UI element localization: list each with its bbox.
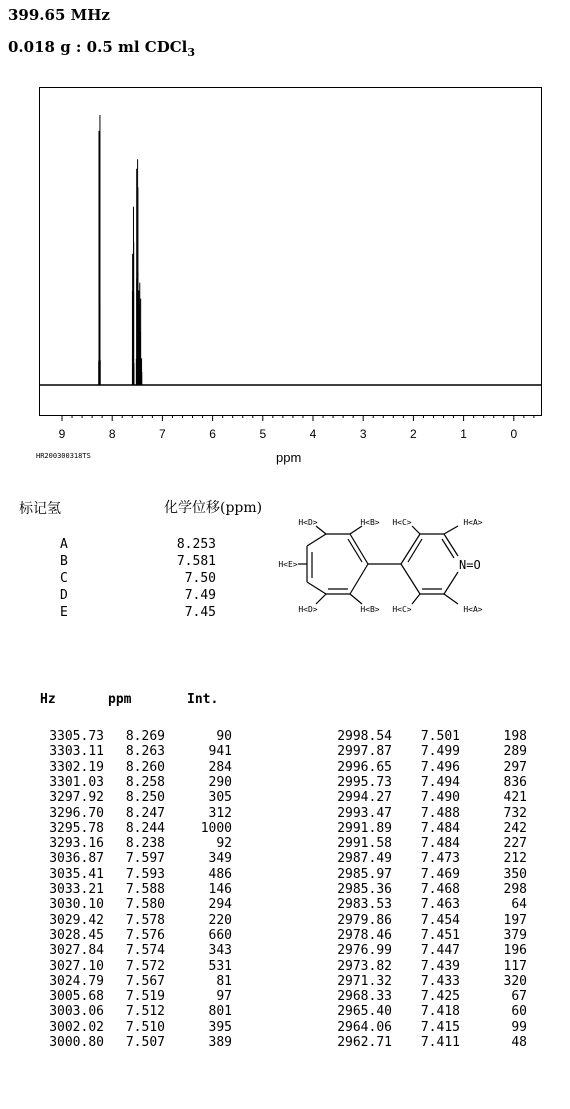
x-tick-label: 5: [259, 427, 267, 441]
peak-cell-int: 389: [208, 1035, 232, 1050]
peak-cell-hz: 2983.53: [337, 897, 392, 913]
peak-cell-ppm: 7.499: [420, 744, 460, 760]
peak-cell-ppm: 7.488: [420, 805, 460, 821]
peak-cell-ppm: 7.588: [125, 882, 165, 897]
x-tick-label: 6: [209, 427, 216, 441]
frequency-label: 399.65 MHz: [8, 6, 110, 24]
x-tick-label: 4: [309, 427, 317, 441]
peak-cell-int: 801: [208, 1004, 232, 1020]
peak-cell-int: 64: [511, 897, 527, 913]
molecule-bonds: [298, 526, 458, 604]
peak-cell-hz: 3027.10: [49, 958, 104, 974]
assignment-shift: 7.49: [184, 588, 216, 603]
peak-cell-int: 212: [503, 851, 527, 867]
peak-cell-ppm: 8.260: [125, 759, 165, 775]
h-e-label: H<E>: [278, 560, 298, 569]
peak-cell-int: 343: [208, 943, 232, 959]
peak-cell-hz: 3033.21: [49, 882, 104, 897]
x-tick-label: 1: [460, 427, 467, 441]
assignment-shift: 7.45: [184, 605, 216, 620]
n-oxide-label: N=O: [459, 558, 481, 572]
peak-cell-ppm: 8.250: [125, 790, 165, 806]
spectrum-file-id: HR200300318TS: [36, 452, 91, 460]
peak-cell-int: 146: [208, 882, 232, 897]
peak-cell-hz: 3029.42: [49, 912, 104, 928]
assignment-label: A: [60, 537, 68, 552]
peak-cell-ppm: 7.473: [420, 851, 460, 867]
peak-cell-int: 1000: [200, 820, 232, 836]
peak-cell-hz: 3027.84: [49, 943, 104, 959]
assignment-shift: 7.581: [176, 554, 216, 569]
x-tick-label: 3: [359, 427, 367, 441]
peak-cell-hz: 2962.71: [337, 1035, 392, 1050]
peak-cell-ppm: 7.484: [420, 836, 460, 852]
peak-cell-ppm: 7.484: [420, 820, 460, 836]
assignment-shift: 8.253: [176, 537, 216, 552]
peak-cell-ppm: 7.597: [125, 851, 165, 867]
peak-cell-int: 294: [208, 897, 232, 913]
peak-cell-ppm: 7.451: [420, 927, 460, 943]
peak-cell-hz: 3297.92: [49, 790, 104, 806]
assignment-label: E: [60, 605, 68, 620]
peak-cell-hz: 2997.87: [337, 744, 392, 760]
peak-cell-int: 836: [503, 774, 527, 790]
peak-cell-hz: 2976.99: [337, 943, 392, 959]
peak-cell-ppm: 7.463: [420, 897, 460, 913]
peak-cell-hz: 3296.70: [49, 805, 104, 821]
assignment-shift: 7.50: [184, 571, 216, 586]
assignment-label: D: [60, 588, 68, 603]
peak-cell-int: 298: [503, 882, 527, 897]
peak-cell-int: 198: [503, 729, 527, 744]
h-d-top-label: H<D>: [298, 518, 318, 527]
peak-cell-ppm: 8.269: [125, 729, 165, 744]
peak-cell-ppm: 8.244: [125, 820, 165, 836]
peak-cell-ppm: 7.501: [420, 729, 460, 744]
peak-cell-int: 305: [208, 790, 232, 806]
peak-cell-hz: 3036.87: [49, 851, 104, 867]
peak-cell-hz: 3035.41: [49, 866, 104, 882]
nmr-spectrum-chart: [0, 80, 570, 450]
peak-cell-ppm: 7.576: [125, 927, 165, 943]
x-axis: [59, 416, 534, 441]
peak-cell-hz: 2998.54: [337, 729, 392, 744]
peak-cell-int: 196: [503, 943, 527, 959]
peak-cell-hz: 2995.73: [337, 774, 392, 790]
h-c-top-label: H<C>: [392, 518, 412, 527]
peak-cell-ppm: 8.258: [125, 774, 165, 790]
peak-cell-int: 320: [503, 973, 527, 989]
peak-cell-hz: 2991.58: [337, 836, 392, 852]
peak-cell-ppm: 7.507: [125, 1035, 165, 1050]
peak-cell-ppm: 7.572: [125, 958, 165, 974]
peak-cell-int: 81: [216, 973, 232, 989]
peak-cell-hz: 3303.11: [49, 744, 104, 760]
peak-cell-int: 90: [216, 729, 232, 744]
sample-subscript: 3: [187, 46, 196, 59]
peak-cell-int: 379: [503, 927, 527, 943]
assignment-label: C: [60, 571, 68, 586]
x-tick-label: 2: [410, 427, 417, 441]
peak-cell-ppm: 7.574: [125, 943, 165, 959]
x-tick-label: 9: [58, 427, 66, 441]
peak-cell-ppm: 8.263: [125, 744, 165, 760]
peak-cell-hz: 2979.86: [337, 912, 392, 928]
peak-cell-int: 660: [208, 927, 232, 943]
sample-label: [8, 38, 195, 59]
peak-cell-ppm: 7.580: [125, 897, 165, 913]
assignment-header-label: 标记氢: [19, 501, 61, 517]
peak-cell-int: 227: [503, 836, 527, 852]
peak-cell-int: 349: [208, 851, 232, 867]
peak-cell-ppm: 7.411: [420, 1035, 460, 1050]
peak-cell-int: 99: [511, 1019, 527, 1035]
h-d-bottom-label: H<D>: [298, 605, 318, 614]
peak-cell-ppm: 7.512: [125, 1004, 165, 1020]
peak-cell-int: 284: [208, 759, 232, 775]
peak-cell-hz: 3002.02: [49, 1019, 104, 1035]
peak-cell-hz: 3302.19: [49, 759, 104, 775]
peak-cell-ppm: 7.447: [420, 943, 460, 959]
peak-cell-hz: 2996.65: [337, 759, 392, 775]
peak-cell-hz: 2991.89: [337, 820, 392, 836]
peak-cell-hz: 3003.06: [49, 1004, 104, 1020]
h-a-bottom-label: H<A>: [463, 605, 483, 614]
sample-main: 0.018 g : 0.5 ml CDCl: [8, 38, 188, 56]
peak-cell-hz: 2994.27: [337, 790, 392, 806]
peak-cell-int: 92: [216, 836, 232, 852]
peak-cell-int: 297: [503, 759, 527, 775]
peak-cell-hz: 2985.97: [337, 866, 392, 882]
peak-table-header-int: Int.: [187, 692, 219, 707]
peak-cell-hz: 2965.40: [337, 1004, 392, 1020]
peak-cell-hz: 2987.49: [337, 851, 392, 867]
peak-cell-hz: 3305.73: [49, 729, 104, 744]
peak-cell-ppm: 8.238: [125, 836, 165, 852]
peak-cell-ppm: 7.593: [125, 866, 165, 882]
peak-cell-int: 289: [503, 744, 527, 760]
peak-cell-int: 350: [503, 866, 527, 882]
peak-cell-ppm: 7.510: [125, 1019, 165, 1035]
peak-cell-hz: 3295.78: [49, 820, 104, 836]
peak-cell-hz: 2978.46: [337, 927, 392, 943]
peak-cell-ppm: 7.490: [420, 790, 460, 806]
assignment-label: B: [60, 554, 68, 569]
h-c-bottom-label: H<C>: [392, 605, 412, 614]
peak-cell-hz: 3030.10: [49, 897, 104, 913]
assignment-header-shift: 化学位移(ppm): [164, 500, 263, 516]
peak-cell-int: 732: [503, 805, 527, 821]
peak-cell-hz: 2964.06: [337, 1019, 392, 1035]
x-axis-label: ppm: [276, 450, 302, 465]
peak-cell-ppm: 7.433: [420, 973, 460, 989]
peak-cell-hz: 2968.33: [337, 989, 392, 1005]
peak-cell-int: 48: [511, 1035, 527, 1050]
peak-cell-ppm: 7.454: [420, 912, 460, 928]
x-tick-label: 7: [159, 427, 166, 441]
peak-cell-ppm: 7.425: [420, 989, 460, 1005]
peak-cell-int: 531: [208, 958, 232, 974]
h-b-top-label: H<B>: [360, 518, 380, 527]
peak-cell-int: 60: [511, 1004, 527, 1020]
peak-cell-ppm: 7.469: [420, 866, 460, 882]
peak-cell-int: 395: [208, 1019, 232, 1035]
peak-cell-ppm: 7.494: [420, 774, 460, 790]
peak-cell-ppm: 7.519: [125, 989, 165, 1005]
peak-cell-int: 242: [503, 820, 527, 836]
peak-cell-int: 67: [511, 989, 527, 1005]
plot-frame: [40, 88, 542, 416]
x-tick-label: 8: [108, 427, 116, 441]
peak-cell-int: 941: [208, 744, 232, 760]
peak-cell-int: 312: [208, 805, 232, 821]
molecule-structure: [270, 512, 520, 642]
peak-cell-int: 197: [503, 912, 527, 928]
x-tick-label: 0: [510, 427, 518, 441]
peak-cell-hz: 2993.47: [337, 805, 392, 821]
peak-cell-ppm: 7.567: [125, 973, 165, 989]
peak-cell-hz: 3024.79: [49, 973, 104, 989]
h-a-top-label: H<A>: [463, 518, 483, 527]
peak-cell-hz: 3301.03: [49, 774, 104, 790]
peak-cell-hz: 3005.68: [49, 989, 104, 1005]
peak-cell-ppm: 7.415: [420, 1019, 460, 1035]
peak-cell-hz: 3028.45: [49, 927, 104, 943]
peak-cell-ppm: 7.468: [420, 882, 460, 897]
peak-cell-ppm: 7.578: [125, 912, 165, 928]
peak-cell-hz: 3293.16: [49, 836, 104, 852]
peak-cell-hz: 2971.32: [337, 973, 392, 989]
peak-cell-int: 421: [503, 790, 527, 806]
peak-group: [99, 115, 142, 385]
peak-table-header-ppm: ppm: [108, 692, 132, 707]
peak-cell-ppm: 7.496: [420, 759, 460, 775]
peak-cell-int: 117: [503, 958, 527, 974]
peak-cell-hz: 2973.82: [337, 958, 392, 974]
peak-cell-ppm: 7.439: [420, 958, 460, 974]
peak-cell-ppm: 7.418: [420, 1004, 460, 1020]
peak-cell-int: 220: [208, 912, 232, 928]
peak-cell-hz: 2985.36: [337, 882, 392, 897]
peak-cell-hz: 3000.80: [49, 1035, 104, 1050]
peak-cell-int: 486: [208, 866, 232, 882]
peak-cell-int: 97: [216, 989, 232, 1005]
peak-cell-ppm: 8.247: [125, 805, 165, 821]
peak-table-header-hz: Hz: [40, 692, 56, 707]
peak-cell-int: 290: [208, 774, 232, 790]
h-b-bottom-label: H<B>: [360, 605, 380, 614]
